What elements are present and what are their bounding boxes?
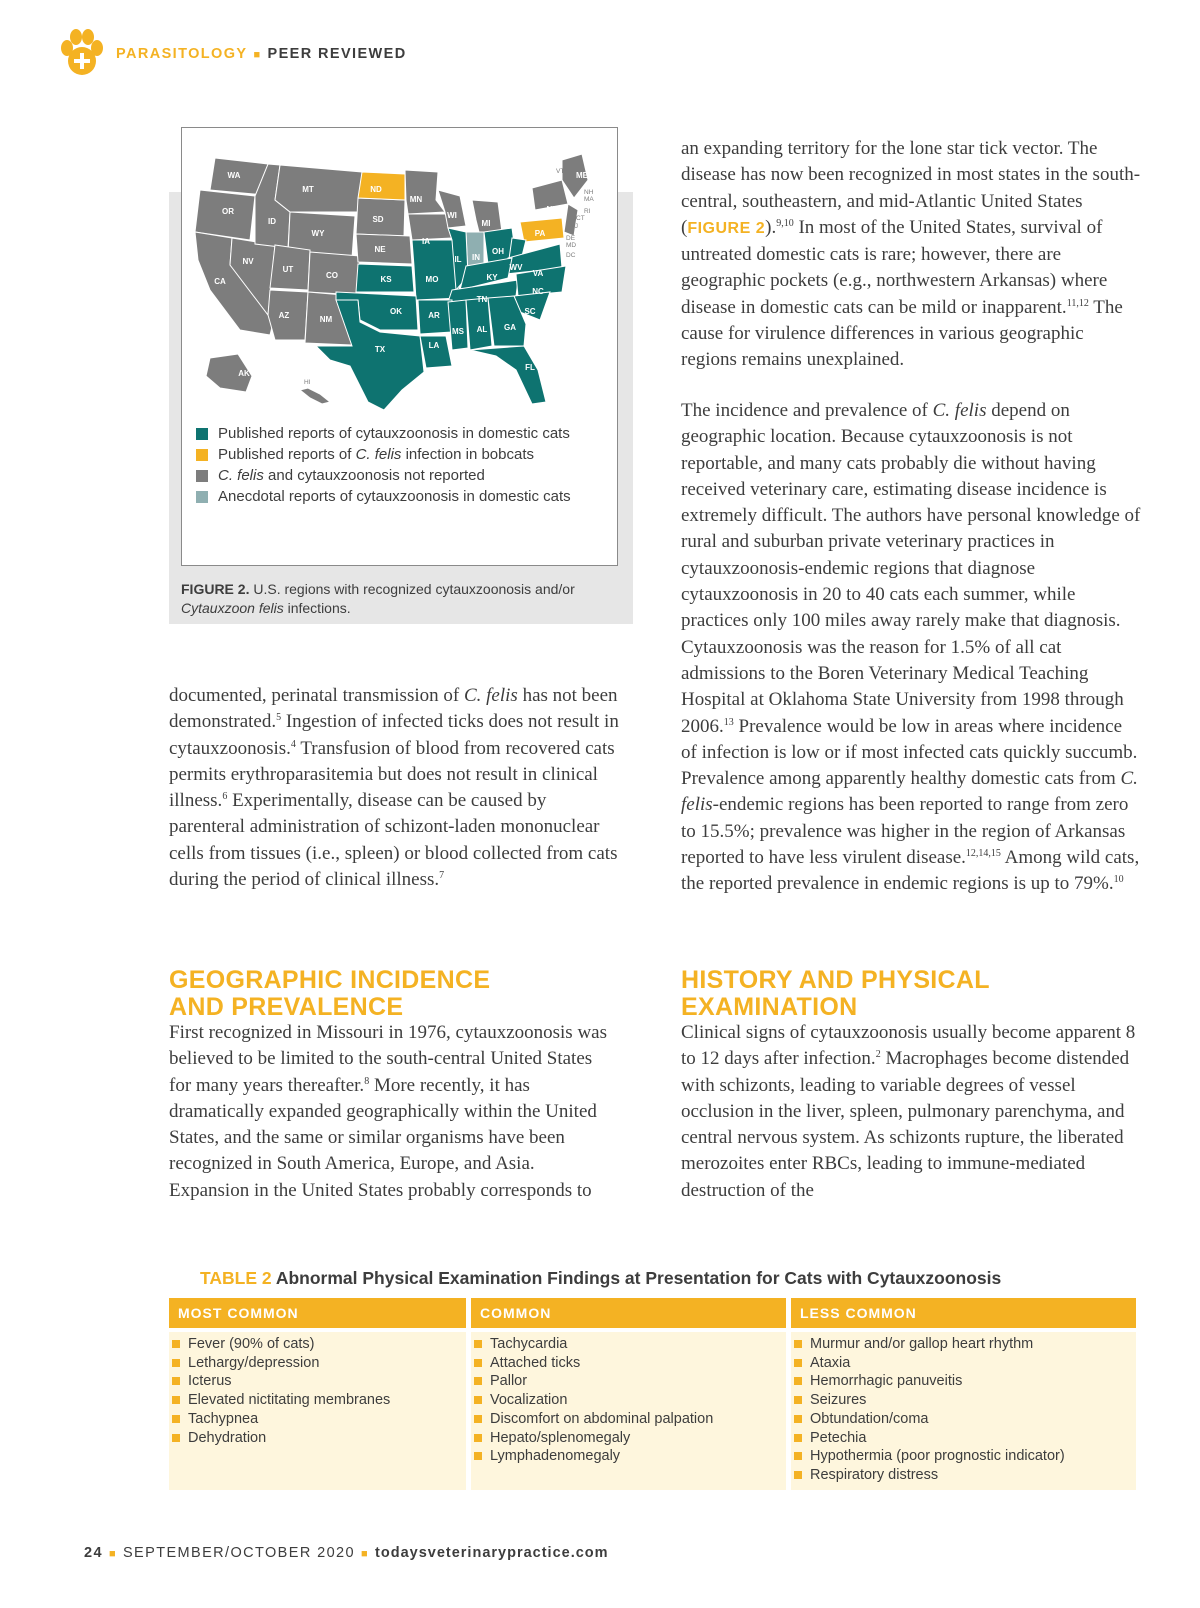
label-TX: TX (374, 345, 386, 354)
reference-citation: 12,14,15 (965, 848, 1001, 860)
peer-reviewed-label: PEER REVIEWED (267, 46, 407, 62)
label-AL: AL (476, 325, 488, 334)
state-MS (448, 300, 468, 350)
label-DC: DC (566, 252, 576, 259)
right-paragraph-1: an expanding territory for the lone star tick vector. The disease has now been recognized in most states in the south-central, southeastern, and mid-Atlantic United States (FIGURE 2).$^{9,10}$ In most of the United States, survival of untreated domestic cats is rare; however, there are geographic pockets (e.g., northwestern Arkansas) where disease in domestic cats can be mild or inapparent.$^{11,12}$ The cause for virulence differences in various geographic regions remains unexplained. (681, 138, 1141, 371)
table-list-item: Ataxia (791, 1354, 1136, 1373)
label-NV: NV (242, 257, 254, 266)
label-MI: MI (481, 219, 491, 228)
table-header-common: COMMON (471, 1298, 786, 1328)
left-paragraph-2: First recognized in Missouri in 1976, cytauxzoonosis was believed to be limited to the south-central United States for many years thereafter.$^8$ More recently, it has dramatically expanded geographically within the United States, and the same or similar organisms have been recognized in South America, Europe, and Asia. Expansion in the United States probably corresponds to (169, 1022, 608, 1201)
legend-text: Anecdotal reports of cytauxzoonosis in domestic cats (218, 488, 571, 505)
label-CA: CA (214, 277, 226, 286)
label-CO: CO (326, 271, 338, 280)
separator-dot: ■ (253, 49, 262, 61)
table-list-item: Dehydration (169, 1429, 466, 1448)
table-column-less-common (791, 1332, 1136, 1490)
legend-item-bobcats (196, 446, 606, 464)
table-list-item: Attached ticks (471, 1354, 786, 1373)
legend-item-anecdotal (196, 488, 606, 506)
right-paragraph-3: Clinical signs of cytauxzoonosis usually become apparent 8 to 12 days after infection.$^2$ Macrophages become distended with schizonts, leading to variable degrees of vessel occlusion in the liver, spleen, pulmonary parenchyma, and central nervous system. As schizonts rupture, the liberated merozoites enter RBCs, leading to immune-mediated destruction of the (681, 1022, 1136, 1201)
reference-citation: 11,12 (1066, 297, 1089, 309)
label-LA: LA (428, 341, 440, 350)
issue-date: SEPTEMBER/OCTOBER 2020 (122, 1545, 355, 1561)
table-header-most-common: MOST COMMON (169, 1298, 466, 1328)
heading-history-physical: HISTORY AND PHYSICAL EXAMINATION (681, 966, 990, 1021)
label-AZ: AZ (278, 311, 290, 320)
figure-2 (181, 127, 618, 566)
label-HI: HI (304, 379, 311, 386)
legend-item-not-reported (196, 467, 606, 485)
table-list-item: Hepato/splenomegaly (471, 1429, 786, 1448)
legend-swatch-yellow (196, 449, 208, 461)
label-OK: OK (390, 307, 402, 316)
label-WA: WA (227, 171, 241, 180)
figure-caption: FIGURE 2. U.S. regions with recognized cytauxzoonosis and/or Cytauxzoon felis infections. (181, 581, 575, 616)
label-WV: WV (509, 263, 523, 272)
reference-citation: 13 (723, 716, 734, 728)
table-list-item: Fever (90% of cats) (169, 1335, 466, 1354)
table-title: TABLE 2 Abnormal Physical Examination Findings at Presentation for Cats with Cytauxzoonosis (200, 1268, 1002, 1288)
us-map (190, 140, 610, 410)
reference-citation: 10 (1113, 874, 1124, 886)
state-AL (466, 298, 492, 350)
state-FL (470, 346, 546, 404)
reference-citation: 5 (276, 712, 282, 724)
table-list-item: Pallor (471, 1372, 786, 1391)
reference-citation: 9,10 (776, 217, 794, 229)
table-list-item: Respiratory distress (791, 1466, 1136, 1485)
label-IN: IN (472, 253, 480, 262)
legend-text: C. felis and cytauxzoonosis not reported (218, 467, 485, 484)
label-AR: AR (428, 311, 440, 320)
table-list-item: Icterus (169, 1372, 466, 1391)
label-OH: OH (492, 247, 504, 256)
reference-citation: 4 (290, 738, 296, 750)
state-HI (300, 388, 330, 404)
table-list-item: Lymphadenomegaly (471, 1447, 786, 1466)
label-NE: NE (374, 245, 386, 254)
table-list-item: Hemorrhagic panuveitis (791, 1372, 1136, 1391)
left-paragraph-1: documented, perinatal transmission of C. felis has not been demonstrated.$^5$ Ingestion of infected ticks does not result in cytauxzoonosis.$^4$ Transfusion of blood from recovered cats permits erythroparasitemia but does not result in clinical illness.$^6$ Experimentally, disease can be caused by parenteral administration of schizont-laden mononuclear cells from tissues (i.e., spleen) or blood collected from cats during the period of clinical illness.$^7$ (169, 685, 619, 891)
table-list-item: Lethargy/depression (169, 1354, 466, 1373)
label-RI: RI (584, 208, 591, 215)
label-NH: NH (584, 189, 594, 196)
table-list-item: Discomfort on abdominal palpation (471, 1410, 786, 1429)
label-WI: WI (447, 211, 457, 220)
label-KY: KY (486, 273, 498, 282)
figure-reference-link[interactable]: FIGURE 2 (687, 219, 766, 237)
label-MS: MS (452, 327, 464, 336)
table-list-item: Tachypnea (169, 1410, 466, 1429)
label-TN: TN (476, 295, 488, 304)
table-list-item: Vocalization (471, 1391, 786, 1410)
label-OR: OR (222, 207, 234, 216)
label-MT: MT (302, 185, 314, 194)
label-NC: NC (532, 287, 544, 296)
separator-dot: ■ (360, 1548, 370, 1560)
reference-citation: 6 (222, 791, 228, 803)
table-list-item: Petechia (791, 1429, 1136, 1448)
heading-geographic-incidence: GEOGRAPHIC INCIDENCE AND PREVALENCE (169, 966, 491, 1021)
state-IA (408, 214, 452, 240)
legend-text: Published reports of C. felis infection in bobcats (218, 446, 535, 463)
table-list-item: Murmur and/or gallop heart rhythm (791, 1335, 1136, 1354)
label-NJ: NJ (570, 223, 578, 230)
label-GA: GA (504, 323, 516, 332)
table-header-less-common: LESS COMMON (791, 1298, 1136, 1328)
label-MD: MD (566, 242, 577, 249)
label-SC: SC (524, 307, 536, 316)
label-UT: UT (282, 265, 294, 274)
table-list-item: Elevated nictitating membranes (169, 1391, 466, 1410)
table-list-item: Tachycardia (471, 1335, 786, 1354)
label-FL: FL (525, 363, 535, 372)
label-DE: DE (566, 235, 576, 242)
label-VT: VT (556, 168, 565, 175)
page-header (56, 28, 407, 80)
table-column-common (471, 1332, 786, 1490)
label-AK: AK (238, 369, 250, 378)
table-list-item: Hypothermia (poor prognostic indicator) (791, 1447, 1136, 1466)
paw-plus-icon (56, 28, 108, 80)
page-number: 24 (84, 1545, 103, 1561)
section-label: PARASITOLOGY (116, 46, 248, 62)
table-list-item: Seizures (791, 1391, 1136, 1410)
label-VA: VA (532, 269, 544, 278)
separator-dot: ■ (108, 1548, 117, 1560)
legend-item-endemic (196, 425, 606, 443)
label-SD: SD (372, 215, 384, 224)
right-paragraph-2: The incidence and prevalence of C. felis depend on geographic location. Because cytauxzoonosis is not reportable, and many cats probably die without having received veterinary care, estimating disease incidence is extremely difficult. The authors have personal knowledge of rural and suburban private veterinary practices in cytauxzoonosis-endemic regions that diagnose cytauxzoonosis in 20 to 40 cats each summer, while practices only 100 miles away rarely make that diagnosis. Cytauxzoonosis was the reason for 1.5% of all cat admissions to the Boren Veterinary Medical Teaching Hospital at Oklahoma State University from 1998 through 2006.13 Prevalence would be low in areas where incidence of infection is low or if most infected cats quickly succumb. Prevalence among apparently healthy domestic cats from C. felis-endemic regions has been reported to range from zero to 15.5%; prevalence was higher in the region of Arkansas reported to have less virulent disease.$^{12,14,15}$ Among wild cats, the reported prevalence in endemic regions is up to 79%.$^{10}$ (681, 400, 1141, 895)
legend-swatch-teal (196, 428, 208, 440)
label-KS: KS (380, 275, 392, 284)
label-NY: NY (546, 205, 558, 214)
reference-citation: 8 (364, 1075, 370, 1087)
label-MA: MA (584, 196, 594, 203)
legend-text: Published reports of cytauxzoonosis in domestic cats (218, 425, 570, 442)
label-ID: ID (268, 217, 276, 226)
label-MO: MO (425, 275, 439, 284)
label-IA: IA (422, 237, 430, 246)
legend-swatch-gray (196, 470, 208, 482)
label-WY: WY (311, 229, 325, 238)
page-footer (84, 1545, 609, 1561)
table-list-item: Obtundation/coma (791, 1410, 1136, 1429)
label-IL: IL (454, 255, 462, 264)
legend-swatch-bluegray (196, 491, 208, 503)
website-link[interactable]: todaysveterinarypractice.com (375, 1545, 609, 1561)
label-NM: NM (319, 315, 333, 324)
reference-citation: 2 (875, 1049, 881, 1061)
label-PA: PA (534, 229, 546, 238)
label-ND: ND (370, 185, 382, 194)
reference-citation: 7 (439, 870, 445, 882)
label-MN: MN (409, 195, 423, 204)
label-CT: CT (576, 215, 585, 222)
figure-legend (196, 425, 606, 509)
label-ME: ME (576, 171, 588, 180)
state-MT (275, 165, 362, 212)
table-column-most-common (169, 1332, 466, 1490)
